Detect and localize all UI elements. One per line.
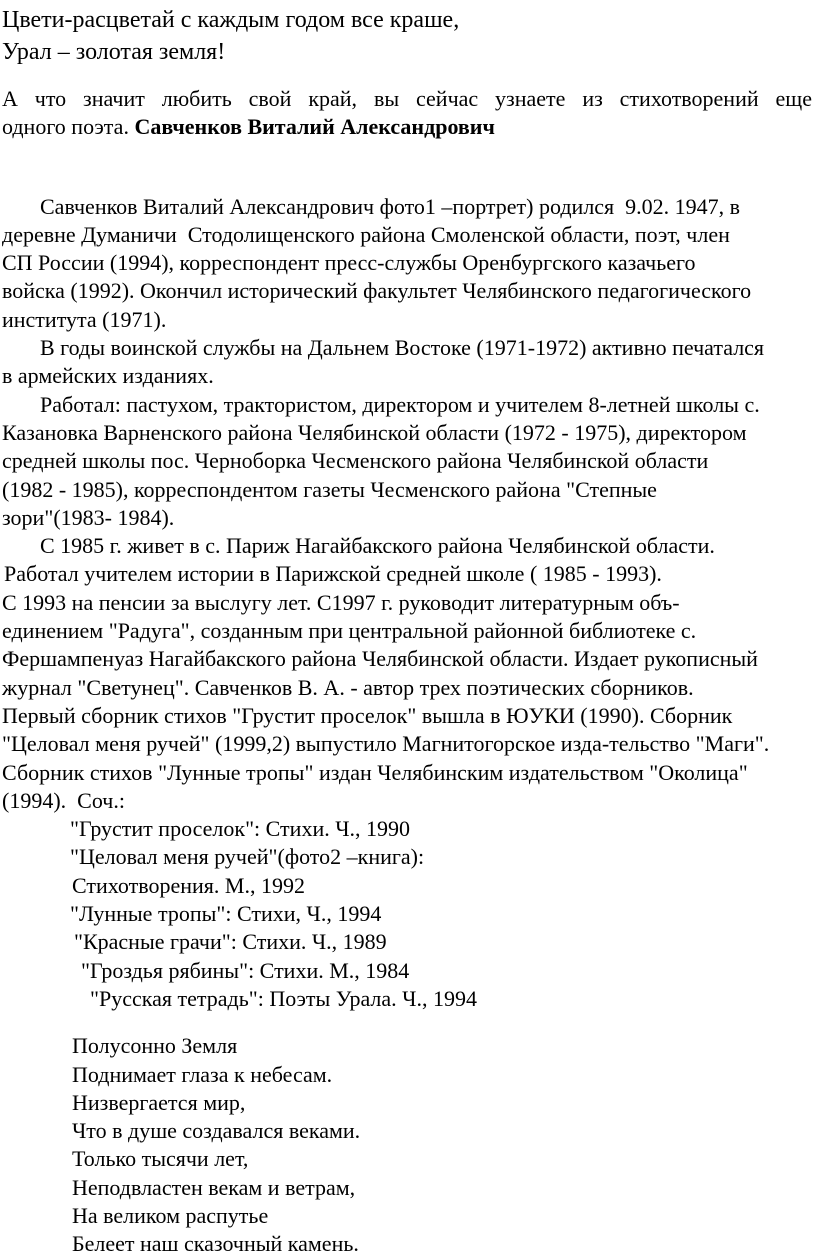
text-span: Работал учителем истории в Парижской средней школе ( 1985 - 1993).	[4, 561, 662, 587]
text-line	[2, 900, 812, 928]
text-span: На великом распутье	[72, 1202, 269, 1228]
text-span: "Целовал меня ручей" (1999,2) выпустило Магнитогорское изда-тельство "Маги".	[2, 731, 770, 757]
text-span: Поднимает глаза к небесам.	[72, 1061, 333, 1087]
text-line	[2, 759, 812, 787]
text-span: СП России (1994), корреспондент пресс-службы Оренбургского казачьего	[2, 250, 696, 276]
text-span: Полусонно Земля	[72, 1033, 238, 1059]
text-span: в армейских изданиях.	[2, 363, 214, 389]
text-line	[2, 504, 812, 532]
text-line	[2, 447, 812, 475]
text-span: Урал – золотая земля!	[2, 39, 226, 65]
text-span: (1982 - 1985), корреспондентом газеты Чесменского района "Степные	[2, 476, 657, 502]
text-line	[2, 277, 812, 305]
text-span: "Грустит проселок": Стихи. Ч., 1990	[70, 816, 411, 842]
text-span: деревне Думаничи Стодолищенского района Смоленской области, поэт, член	[2, 221, 730, 247]
text-line	[2, 617, 812, 645]
text-span: журнал "Светунец". Савченков В. А. - автор трех поэтических сборников.	[2, 674, 694, 700]
text-line	[2, 419, 812, 447]
text-line	[2, 645, 812, 673]
text-line	[2, 1145, 812, 1173]
text-line	[2, 843, 812, 871]
text-span: единением "Радуга", созданным при центральной районной библиотеке с.	[2, 618, 697, 644]
text-line	[2, 1202, 812, 1230]
text-line	[2, 872, 812, 900]
text-line	[2, 362, 812, 390]
text-line	[2, 985, 812, 1013]
text-line	[2, 306, 812, 334]
text-line	[2, 249, 812, 277]
text-line	[2, 1174, 812, 1202]
text-span: Стихотворения. М., 1992	[72, 872, 305, 898]
text-span: Низвергается мир,	[72, 1089, 246, 1115]
text-line	[2, 1089, 812, 1117]
text-line	[2, 391, 812, 419]
text-span: средней школы пос. Черноборка Чесменского района Челябинской области	[2, 448, 709, 474]
text-line	[2, 1032, 812, 1060]
text-line	[2, 787, 812, 815]
text-span: Только тысячи лет,	[72, 1146, 249, 1172]
text-span: А что значит любить свой край, вы сейчас узнаете из стихотворений еще	[2, 86, 812, 111]
text-line	[2, 1230, 812, 1258]
text-span: Фершампенуаз Нагайбакского района Челябинской области. Издает рукописный	[2, 646, 758, 672]
text-span: Савченков Виталий Александрович фото1 –портрет) родился 9.02. 1947, в	[40, 193, 741, 219]
text-line	[2, 1117, 812, 1145]
text-line	[2, 532, 812, 560]
text-span: Цвети-расцветай с каждым годом все краше,	[2, 7, 460, 33]
text-span: С 1985 г. живет в с. Париж Нагайбакского района Челябинской области.	[40, 533, 715, 559]
text-span: "Русская тетрадь": Поэты Урала. Ч., 1994	[90, 985, 477, 1011]
text-span: С 1993 на пенсии за выслугу лет. С1997 г. руководит литературным объ-	[2, 589, 680, 615]
text-line	[2, 702, 812, 730]
text-line	[2, 560, 812, 588]
text-line	[2, 221, 812, 249]
text-line	[2, 730, 812, 758]
text-span: Первый сборник стихов "Грустит проселок" вышла в ЮУКИ (1990). Сборник	[2, 702, 733, 728]
text-span: Сборник стихов "Лунные тропы" издан Челябинским издательством "Околица"	[2, 759, 748, 785]
text-line	[2, 113, 812, 141]
text-line	[2, 815, 812, 843]
text-span: Что в душе создавался веками.	[72, 1118, 361, 1144]
bold-text-span: Савченков Виталий Александрович	[134, 114, 495, 140]
text-span: "Лунные тропы": Стихи, Ч., 1994	[70, 901, 382, 927]
text-span: "Целовал меня ручей"(фото2 –книга):	[70, 844, 425, 870]
text-line	[2, 334, 812, 362]
text-span: зори"(1983- 1984).	[2, 504, 175, 530]
text-line	[2, 928, 812, 956]
text-span: Неподвластен векам и ветрам,	[72, 1174, 356, 1200]
text-span: В годы воинской службы на Дальнем Востоке (1971-1972) активно печатался	[40, 335, 765, 361]
text-span: "Гроздья рябины": Стихи. М., 1984	[81, 957, 410, 983]
text-span: войска (1992). Окончил исторический факультет Челябинского педагогического	[2, 278, 752, 304]
text-span: "Красные грачи": Стихи. Ч., 1989	[74, 929, 387, 955]
text-line	[2, 476, 812, 504]
text-span: Белеет наш сказочный камень.	[72, 1231, 359, 1257]
heading-line	[2, 4, 812, 36]
text-line	[2, 589, 812, 617]
text-span: (1994). Соч.:	[2, 787, 125, 813]
text-span: Казановка Варненского района Челябинской области (1972 - 1975), директором	[2, 419, 747, 445]
text-line	[2, 957, 812, 985]
text-line	[2, 85, 812, 113]
text-span: одного поэта.	[2, 114, 135, 140]
text-span: института (1971).	[2, 306, 167, 332]
text-span: Работал: пастухом, трактористом, директором и учителем 8-летней школы с.	[40, 391, 760, 417]
text-line	[2, 1061, 812, 1089]
text-line	[2, 674, 812, 702]
document-text	[2, 4, 812, 1259]
text-line	[2, 193, 812, 221]
heading-line	[2, 36, 812, 68]
